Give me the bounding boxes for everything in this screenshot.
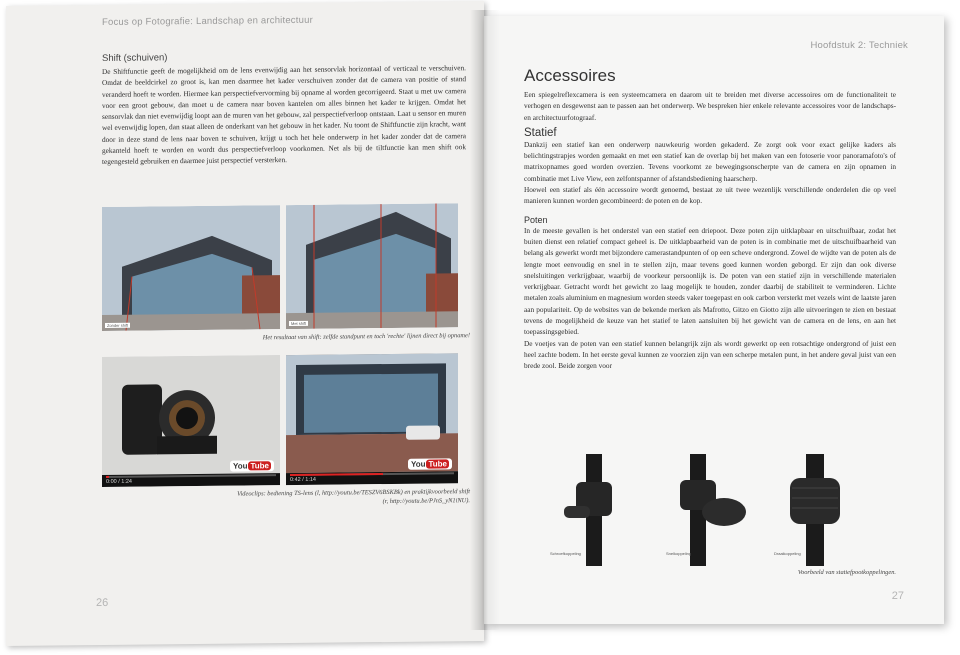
photo2-label: Met shift (291, 320, 307, 327)
leg-label-1: Schroefkoppeling (550, 551, 581, 556)
heading-poten: Poten (524, 214, 548, 225)
video1-time: 0:00 / 1:24 (106, 478, 132, 485)
video1-controls[interactable] (102, 473, 280, 487)
shift-body-text: De Shiftfunctie geeft de mogelijkheid om de lens evenwijdig aan het sensorvlak horizontaal of verticaal te verschuiven. Omdat de beeldcirkel zo groot is, kan men daarmee het kader verschuiven zonder dat de camera van positie of stand veranderd hoeft te worden. Hiermee kan perspectiefvervorming bij opname al worden gecorrigeerd. Staat u met uw camera voor een groot gebouw, dan moet u de camera naar boven kantelen om alles binnen het kader te krijgen. Omdat het sensorvlak dan niet evenwijdig loopt aan de muren van het gebouw, zal perspectiefverloop ontstaan. Laat u sensor en muren wel evenwijdig lopen, dan staat alleen de onderkant van het gebouw in het kader. Nu toont de Shiftfunctie zijn kracht, want door in deze stand de lens naar boven te schuiven, krijgt u toch het hele onderwerp in het kader zonder dat de camera gekanteld hoeft te worden en wordt dus perspectiefverloop voorkomen. Net als bij de tiltfunctie kan men shift ook tegengesteld gebruiken en daarmee juist perspectief versterken. (102, 63, 466, 167)
tripod-leg-photo-1 (542, 454, 646, 566)
photo1-label: Zonder shift (107, 322, 129, 328)
caption-shift-result: Het resultaat van shift: zelfde standpunt en toch 'rechte' lijnen direct bij opname! (262, 332, 470, 342)
statief-paragraph-2: Hoewel een statief als één accessoire wordt genoemd, bestaat ze uit twee wezenlijk verschillende onderdelen die op veel manieren kunnen worden gecombineerd: de poten en de kop. (524, 185, 896, 206)
video-ts-lens[interactable] (102, 355, 280, 487)
caption-videoclips-line2: (r, http://youtu.be/PJnS_yN1iNU). (382, 497, 470, 506)
caption-tripod-legs: Voorbeeld van statiefpootkoppelingen. (797, 569, 896, 576)
caption-videoclips-line1: Videoclips: bediening TS-lens (l, http://youtu.be/TESZV6BSKBk) en praktijkvoorbeeld shift (237, 488, 470, 498)
right-page (484, 16, 944, 624)
running-head-right: Hoofdstuk 2: Techniek (810, 40, 908, 51)
running-head-left: Focus op Fotografie: Landschap en architectuur (102, 14, 313, 28)
poten-paragraph-2: De voetjes van de poten van een statief kunnen belangrijk zijn als wordt gewerkt op een rotsachtige ondergrond of juist een heel zachte bodem. In het eerste geval kunnen ze voorzien zijn van een scherpe metalen punt, in het andere geval juist van een brede zool. Beide zorgen voor (524, 338, 896, 371)
youtube-logo-1: You Tube (230, 460, 274, 471)
poten-paragraph-1: In de meeste gevallen is het onderstel van een statief een driepoot. Deze poten zijn uitklapbaar en uitschuifbaar, zodat het buiten dienst een relatief compact geheel is. De uitklapbaarheid van de poten is in combinatie met de uitschuifbaarheid van belang als gewerkt wordt met bijzondere camerastandpunten of op een scheve ondergrond. Zowel de wijdte van de poten als de lengte moet eenvoudig en snel in te stellen zijn, maar tevens goed kunnen worden geborgd. Er zijn dan ook diverse snelsluitingen verkrijgbaar, waarbij de voorkeur persoonlijk is. De poten van een statief zijn in verschillende materialen verkrijgbaar. Getracht wordt het gewicht zo laag mogelijk te houden, zonder daarbij de stabiliteit te verminderen. Lichte metalen zoals aluminium en magnesium worden steeds vaker toegepast en ook carbon versterkt met vezels wint de laatste jaren aan populariteit. Op de websites van de bekende merken als Mafrotto, Gitzo en Giotto zijn alle uitvoeringen te zien en bestaat tevens de mogelijkheid de keuze van het statief te laten aansluiten bij het gewicht van de camera en de lens, en aan het toepassingsgebied. (524, 225, 897, 337)
video2-progress[interactable] (290, 472, 454, 476)
leg-label-3: Draaikoppeling (774, 551, 801, 556)
intro-text: Een spiegelreflexcamera is een systeemcamera en daarom uit te breiden met diverse accessoires om de functionaliteit te verhogen en desgewenst aan te passen aan het onderwerp. We bespreken hier enkele relevante accessoires voor de landschaps- en architectuurfotograaf. (524, 90, 896, 122)
video1-progress[interactable] (106, 474, 276, 478)
page-number-left: 26 (96, 596, 109, 610)
video2-controls[interactable] (286, 471, 458, 485)
section-title-shift: Shift (schuiven) (102, 52, 168, 64)
book-gutter (470, 10, 500, 630)
page-number-right: 27 (891, 590, 904, 602)
leg-label-2: Snelkoppeling (666, 551, 692, 556)
tripod-leg-photo-3 (760, 454, 870, 566)
title-accessoires: Accessoires (524, 66, 616, 85)
tripod-leg-photo-2 (652, 454, 752, 566)
heading-statief: Statief (524, 126, 557, 139)
photo-without-shift (102, 205, 280, 331)
photo-with-shift (286, 203, 458, 329)
left-page (6, 1, 484, 646)
statief-paragraph-1: Dankzij een statief kan een onderwerp nauwkeurig worden gekaderd. Ze zorgt ook voor exact gelijke kaders als belichtingstrapjes worden gemaakt en met een statief kan de overlap bij het maken van een fotoserie voor panoramafoto's of matrixopnames goed worden overzien. Tevens voorkomt ze bewegingsonscherpte van de camera en zijn opnamen in combinatie met Live View, een zelfontspanner of afstandsbediening haarscherp. (524, 139, 896, 183)
video-shift-example[interactable] (286, 353, 458, 485)
video2-time: 0:42 / 1:14 (290, 476, 316, 484)
youtube-logo-2: You Tube (408, 458, 452, 469)
